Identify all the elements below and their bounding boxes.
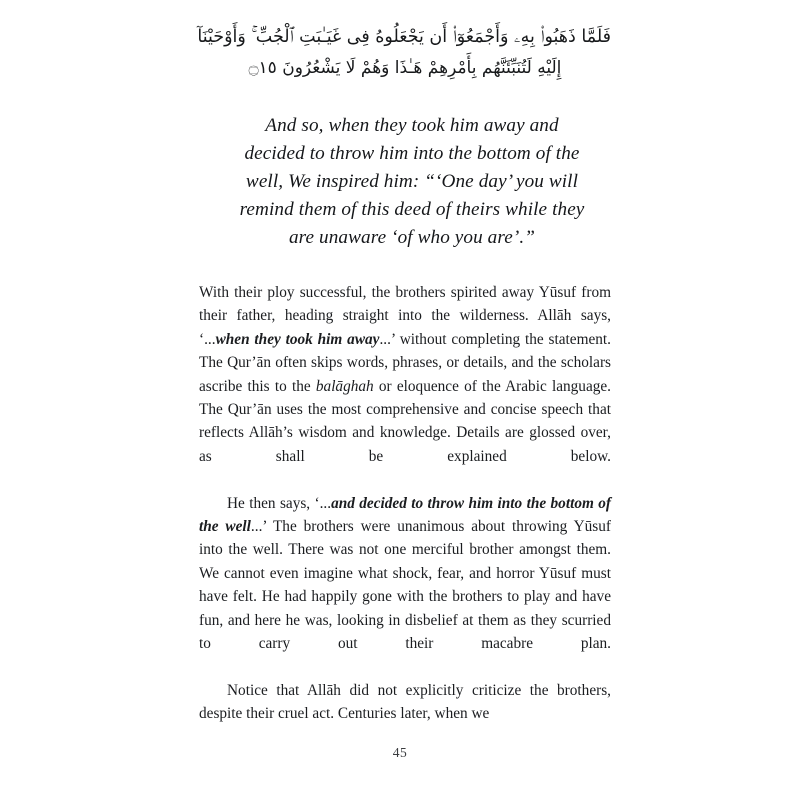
- quran-verse-line-2: إِلَيْهِ لَتُنَبِّئَنَّهُم بِأَمْرِهِمْ هَـٰذَا وَهُمْ لَا يَشْعُرُونَ ۝١٥: [248, 58, 562, 78]
- page-number: 45: [392, 745, 408, 760]
- verse-translation-block: [232, 112, 592, 252]
- verse-translation-line-5: are unaware ‘of who you are’.”: [288, 227, 536, 248]
- quran-verse-block: [199, 22, 611, 84]
- commentary-body: [199, 281, 611, 726]
- verse-translation-line-2: decided to throw him into the bottom of the: [244, 143, 580, 164]
- verse-translation-line-3: well, We inspired him: “‘One day’ you will: [245, 171, 579, 192]
- quran-verse-line-1: فَلَمَّا ذَهَبُوا۟ بِهِۦ وَأَجْمَعُوٓا۟ أَن يَجْعَلُوهُ فِى غَيَـٰبَتِ ٱلْجُبِّ ۚ وَأَوْحَيْنَآ: [197, 27, 611, 47]
- verse-translation-line-1: And so, when they took him away and: [265, 115, 559, 136]
- body-paragraph: He then says, ‘...and decided to throw him into the bottom of the well...’ The brothers were unanimous about throwing Yūsuf into the well. There was not one merciful brother amongst them. We cannot even imagine what shock, fear, and horror Yūsuf must have felt. He had happily gone with the brothers to play and have fun, and here he was, looking in disbelief at them as they scurried to carry out their macabre plan.: [199, 494, 611, 653]
- body-paragraph: Notice that Allāh did not explicitly criticize the brothers, despite their cruel act. Centuries later, when we: [199, 681, 611, 723]
- body-paragraph: With their ploy successful, the brothers spirited away Yūsuf from their father, heading straight into the wilderness. Allāh says, ‘...when they took him away...’ without completing the statement. The Qur’ān often skips words, phrases, or details, and the scholars ascribe this to the balāghah or eloquence of the Arabic language. The Qur’ān uses the most comprehensive and concise speech that reflects Allāh’s wisdom and knowledge. Details are glossed over, as shall be explained below.: [199, 284, 611, 465]
- quoted-verse-phrase: when they took him away: [215, 330, 380, 348]
- quoted-verse-phrase: and decided to throw him into the bottom of the well: [199, 494, 611, 536]
- transliterated-term: balāghah: [315, 377, 374, 395]
- verse-translation-line-4: remind them of this deed of theirs while they: [239, 199, 585, 220]
